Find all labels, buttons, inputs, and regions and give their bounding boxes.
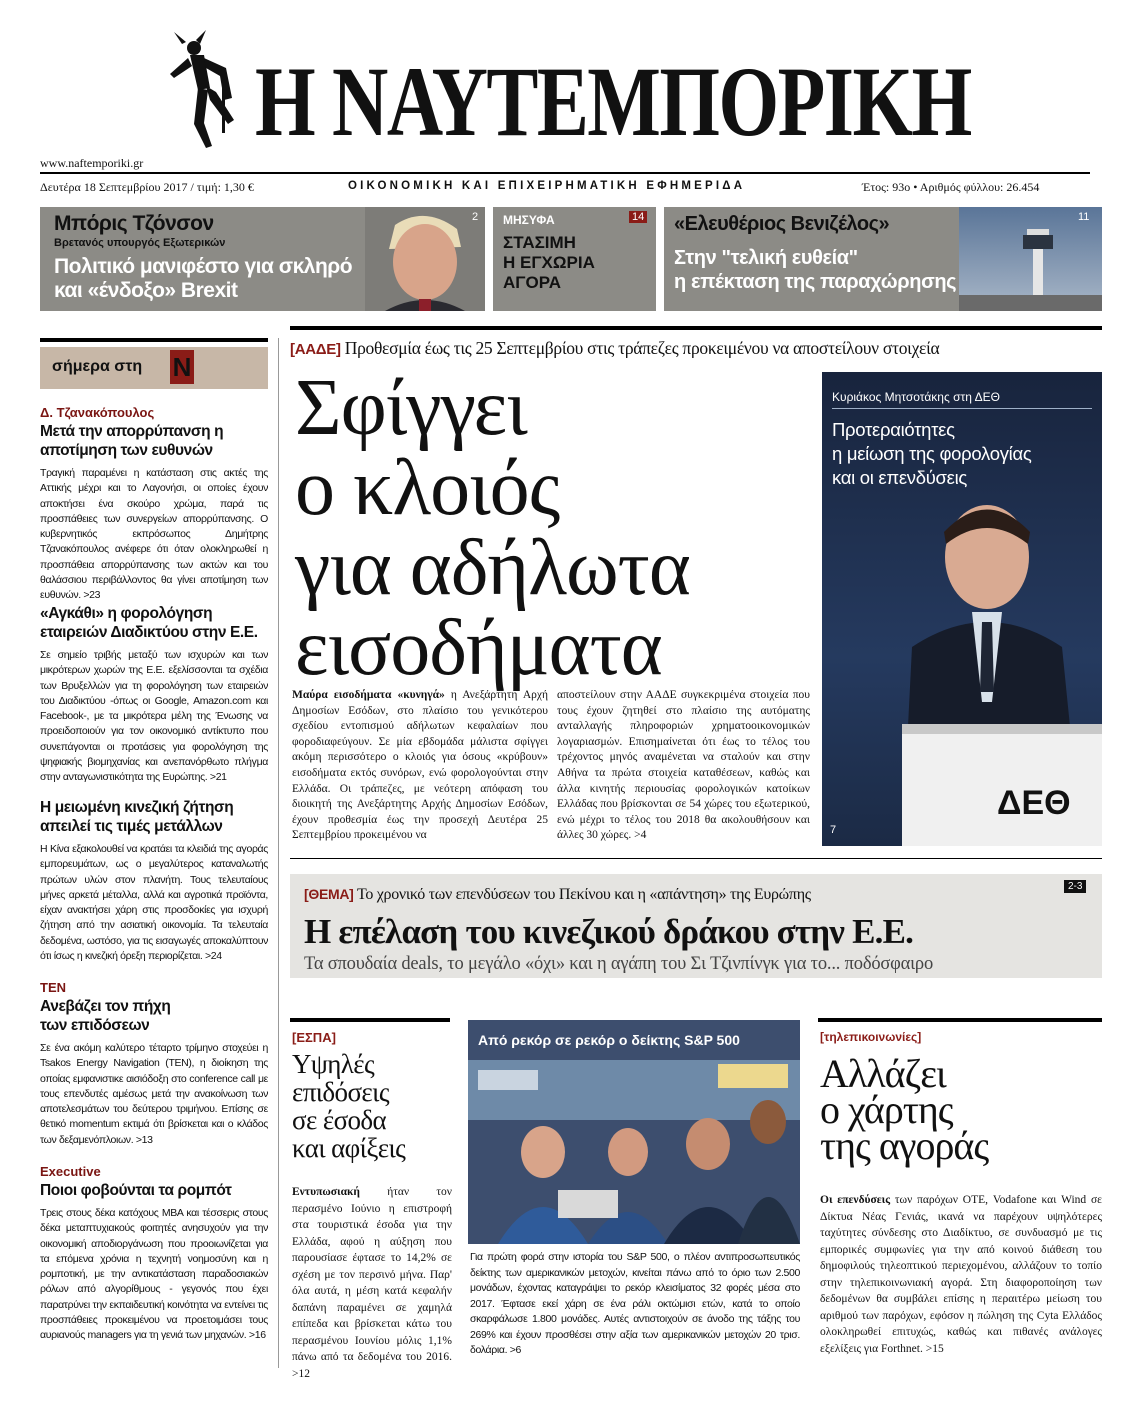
espa-headline-line: και αφίξεις [292,1133,406,1163]
lead-headline[interactable] [295,364,815,692]
espa-headline-line: Υψηλές [292,1049,375,1079]
thema-pages[interactable]: 2-3 [1064,880,1086,893]
telecom-tag: [τηλεπικοινωνίες] [820,1030,922,1044]
lead-kicker-text: Προθεσμία έως τις 25 Σεπτεμβρίου στις τράπεζες προκειμένου να αποστείλουν στοιχεία [344,338,940,358]
sidebar-kicker: TEN [40,980,66,995]
sidebar-item[interactable] [40,798,268,964]
teaser-venizelos-headline: Στην "τελική ευθεία" [674,247,858,269]
nyse-traders-photo [468,1020,800,1244]
sidebar-kicker: Executive [40,1164,101,1179]
espa-headline-line: σε έσοδα [292,1105,387,1135]
sidebar-body: Τρεις στους δέκα κατόχους MBA και τέσσερις στους δέκα μεταπτυχιακούς φοιτητές ανησυχούν για την οικονομική αποδιοργάνωση που προοιωνίζεται για τα επόμενα χρόνια η τεχνητή νοημοσύνη και η ρομποτική, με την αντικατάσταση παραδοσιακών ρόλων από αλγορίθμους - γεγονός που έχει παρατρύνει την εκπαιδευτική κοινότητα να εντείνει τις προσπάθειες προκειμένου να προετοιμάσει τους αυριανούς managers για τη γενιά των μηχανών. >16 [40,1207,268,1342]
sidebar-header-text: σήμερα στη [52,358,143,375]
lead-top-rule [290,326,1102,330]
teaser-misyfa-page[interactable] [629,211,647,223]
hermes-logo [160,28,240,153]
thema-box[interactable] [290,874,1102,978]
sidebar-body: Σε σημείο τριβής μεταξύ των ισχυρών και των μικρότερων χωρών της Ε.Ε. εξελίσσονται τα σχέδια των Βρυξελλών για τη φορολόγηση των εταιρειών του Διαδικτύου -όπως οι Google, Amazon.com και Facebook-, με τα μικρότερα μέλη της Ένωσης να προειδοποιούν για τον οικονομικό αντίκτυπο που συνεπάγονται οι προτάσεις για φορολόγηση της ψηφιακής βιομηχανίας και ανεπανόρθωτο πλήγμα στην ανταγωνιστικότητα της Ευρώπης. >21 [40,649,268,784]
thema-headline: Η επέλαση του κινεζικού δράκου στην Ε.Ε. [304,912,914,951]
sidebar-kicker: Δ. Τζανακόπουλος [40,405,155,420]
lead-kicker [290,338,1102,359]
lead-tag: [ΑΑΔΕ] [290,341,341,358]
espa-top-rule [290,1018,450,1022]
sidebar-item[interactable] [40,980,268,1148]
espa-headline[interactable] [292,1050,405,1162]
espa-body [292,1184,452,1382]
website-url[interactable]: www.naftemporiki.gr [40,156,144,170]
lead-headline-line: ο κλοιός [295,444,560,532]
lead-body-lead: Μαύρα εισοδήματα «κυνηγά» [292,689,445,701]
column-divider [278,338,279,1368]
lead-body-col1 [292,688,548,844]
mitsotakis-headline-line: και οι επενδύσεις [832,467,968,488]
mitsotakis-headline-line: Προτεραιότητες [832,419,955,440]
espa-tag: [ΕΣΠΑ] [292,1030,336,1045]
mitsotakis-box[interactable] [822,372,1102,846]
teaser-boris-role: Βρετανός υπουργός Εξωτερικών [54,237,226,249]
date-price: Δευτέρα 18 Σεπτεμβρίου 2017 / τιμή: 1,30 € [40,180,254,194]
teaser-misyfa-line3: ΑΓΟΡΑ [503,273,562,292]
telecom-body [820,1192,1102,1357]
teaser-boris-headline: Πολιτικό μανιφέστο για σκληρό [54,255,353,278]
lead-body-text: η Ανεξάρτητη Αρχή Δημοσίων Εσόδων, στο πλαίσιο του γενικότερου σχεδίου εντοπισμού αδήλωτων κεφαλαίων που φοροδιαφεύγουν. Σε μία εβδομάδα μάλιστα σφίγγει ακόμη περισσότερο ο κλοιός για όσους «κρύβουν» εισοδήματα εκτός συνόρων, ενώ φορολογούνται στην Ελλάδα. Οι τράπεζες, με νεότερη απόφαση του διοικητή της Ανεξάρτητης Αρχής Δημοσίων Εσόδων, έχουν προθεσμία έως την προσεχή Δευτέρα 25 Σεπτεμβρίου προκειμένου να [292,689,548,842]
sidebar-top-rule [40,338,268,342]
thema-tag: [ΘΕΜΑ] [304,886,354,902]
teaser-boris-headline-2: και «ένδοξο» Brexit [54,279,238,302]
sp500-headline: Από ρεκόρ σε ρεκόρ ο δείκτης S&P 500 [478,1032,740,1048]
tagline: ΟΙΚΟΝΟΜΙΚΗ ΚΑΙ ΕΠΙΧΕΙΡΗΜΑΤΙΚΗ ΕΦΗΜΕΡΙΔΑ [348,180,746,192]
sidebar-body: Η Κίνα εξακολουθεί να κρατάει τα κλειδιά της αγοράς εμπορευμάτων, ως ο μεγαλύτερος καταναλωτής πρώτων υλών στον πλανήτη. Τους τελευταίους μήνες αρκετά μέταλλα, αλλά και αγροτικά προϊόντα, είχαν ανακτήσει χάρη στις προσδοκίες για ισχυρή ζήτηση από την ασιατική οικονομία. Τα τελευταία δεδομένα, ωστόσο, για τις εισαγωγές αποκαλύπτουν ότι ίσως η κινεζική όρεξη περιορίζεται. >24 [40,843,268,963]
teaser-venizelos-page[interactable]: 11 [1078,211,1090,223]
lead-headline-line: για αδήλωτα [295,524,690,612]
telecom-top-rule [818,1018,1102,1022]
telecom-body-lead: Οι επενδύσεις [820,1194,891,1206]
telecom-headline-line: Αλλάζει [820,1051,946,1096]
espa-body-lead: Εντυπωσιακή [292,1186,360,1198]
lead-headline-line: Σφίγγει [295,364,527,452]
telecom-headline-line: ο χάρτης [820,1087,953,1132]
sidebar-header-letter: Ν [170,350,194,384]
telecom-headline-line: της αγοράς [820,1123,989,1168]
sidebar-item[interactable] [40,1164,268,1344]
teaser-boris-page[interactable]: 2 [472,211,479,223]
teaser-misyfa-line2: Η ΕΓΧΩΡΙΑ [503,253,595,272]
sp500-caption: Για πρώτη φορά στην ιστορία του S&P 500, ο πλέον αντιπροσωπευτικός δείκτης των αμερικανικών μετοχών, κινείται πάνω από το όριο των 2.500 μονάδων, έχοντας καταγράψει το ρεκόρ κλεισίματος 32 φορές μέσα στο 2017. Έφτασε εκεί χάρη σε ένα ράλι οκτώμισι ετών, κατά το οποίο σκαρφάλωσε 1.800 μονάδες. Αυτές αντιστοιχούν σε άνοδο της τάξης του 269% και έχουν προσθέσει στην αξία των αμερικανικών μετοχών 20 τρισ. δολάρια. >6 [470,1251,800,1356]
teaser-venizelos-name: «Ελευθέριος Βενιζέλος» [674,213,890,235]
lead-bottom-rule [290,858,1102,859]
sidebar-item[interactable] [40,604,268,786]
teaser-venizelos-headline-2: η επέκταση της παραχώρησης [674,271,957,293]
sidebar-headline[interactable]: Μετά την απορρύπανση η αποτίμηση των ευθυνών [40,423,224,459]
teaser-boris[interactable] [40,207,485,311]
teaser-misyfa-label: ΜΗΣΥΦΑ [503,213,555,227]
issue-info: Έτος: 93ο • Αριθμός φύλλου: 26.454 [862,180,1040,194]
boris-photo [365,207,485,311]
espa-headline-line: επιδόσεις [292,1077,389,1107]
sidebar-headline[interactable]: Ανεβάζει τον πήχη των επιδόσεων [40,998,171,1034]
thema-kicker-text: Το χρονικό των επενδύσεων του Πεκίνου και η «απάντηση» της Ευρώπης [356,886,811,903]
mitsotakis-page[interactable]: 7 [830,824,837,836]
teaser-venizelos[interactable] [664,207,1102,311]
sidebar-headline[interactable]: «Αγκάθι» η φορολόγηση εταιρειών Διαδικτύου στην Ε.Ε. [40,605,258,641]
sidebar-item[interactable] [40,405,268,604]
deth-sign: ΔΕΘ [997,784,1071,822]
teaser-misyfa-line1: ΣΤΑΣΙΜΗ [503,233,576,252]
masthead-title: Η ΝΑΥΤΕΜΠΟΡΙΚΗ [255,46,971,157]
mitsotakis-rule [832,408,1092,409]
sidebar-body: Τραγική παραμένει η κατάσταση στις ακτές της Αττικής μέχρι και το Λαγονήσι, οι οποίες έχουν αποκτήσει ένα σκούρο χρώμα, παρά τις προσπάθειες των συνεργείων απορρύπανσης. Ο κυβερνητικός εκπρόσωπος Δημήτρης Τζανακόπουλος ανέφερε ότι όταν ολοκληρωθεί η προσπάθεια απορρύπανσης των ακτών και του θαλάσσιου περιβάλλοντος θα γίνει αποτίμηση των ευθυνών. >23 [40,467,268,602]
telecom-body-text: των παρόχων ΟΤΕ, Vodafone και Wind σε Δίκτυα Νέας Γενιάς, ικανά να παρέχουν υψηλότερες ταχύτητες σύνδεσης στο Διαδίκτυο, σε συνδυασμό με τις εμπορικές συμφωνίες για την από κοινού διάθεση του δημοφιλούς τηλεοπτικού περιεχομένου, αλλάζουν το τοπίο στην τηλεπικοινωνιακή αγορά. Στη διαφοροποίηση των δεδομένων θα συμβάλει επίσης η περαιτέρω μείωση του αριθμού των παρόχων, εφόσον η πώληση της Cyta Ελλάδος ολοκληρωθεί επιτυχώς, καθώς και πιθανές ανάλογες εξελίξεις για Forthnet. >15 [820,1194,1102,1355]
espa-body-text: ήταν τον περασμένο Ιούνιο η επιστροφή στα τουριστικά έσοδα για την Ελλάδα, αφού η αύξηση που παρουσίασε έφτασε το 14,2% σε σχέση με τον περσινό μήνα. Παρ' όλα αυτά, η μέση κατά κεφαλήν δαπάνη παραμένει σε χαμηλά επίπεδα και βρίσκεται κάτω του περασμένου Ιουνίου μόλις 1,1% πάνω από τα δεδομένα του 2016. >12 [292,1186,452,1380]
lead-headline-line: εισοδήματα [295,604,662,692]
sp500-photo-box[interactable] [468,1020,800,1244]
teaser-misyfa-page-num: 14 [632,211,645,223]
mitsotakis-headline-line: η μείωση της φορολογίας [832,443,1032,464]
telecom-headline[interactable] [820,1051,989,1168]
masthead-rule [40,172,1090,174]
thema-subhead: Τα σπουδαία deals, το μεγάλο «όχι» και η αγάπη του Σι Τζινπίνγκ για το... ποδόσφαιρο [304,954,933,974]
sidebar-headline[interactable]: Η μειωμένη κινεζική ζήτηση απειλεί τις τιμές μετάλλων [40,799,234,835]
mitsotakis-headline [832,418,1031,490]
sidebar-headline[interactable]: Ποιοι φοβούνται τα ρομπότ [40,1182,232,1199]
teaser-misyfa[interactable] [493,207,656,311]
teaser-boris-name: Μπόρις Τζόνσον [54,212,214,235]
sidebar-body: Σε ένα ακόμη καλύτερο τέταρτο τρίμηνο στοχεύει η Tsakos Energy Navigation (TEN), η διοίκηση της οποίας εμφανιστικε αισιόδοξη στο conference call με τους επενδυτές αμέσως μετά την ανακοίνωση των αποτελεσμάτων του δεύτερου τριμήνου. Επίσης σε θετικό momentum εκτιμά ότι βρίσκεται και ο κλάδος των δεξαμενόπλοιων. >13 [40,1042,268,1146]
lead-body-col2: αποστείλουν στην ΑΑΔΕ συγκεκριμένα στοιχεία που τους έχουν ζητηθεί στο πλαίσιο της αυτόματης ανταλλαγής πληροφοριών χρηματοοικονομικών λογαριασμών. Επισημαίνεται ότι έως το τέλος του τρέχοντος μηνός αναμένεται να σταλούν και στην Αθήνα τα πρώτα στοιχεία καταθέσεων, καθώς και άλλα κινητής περιουσίας φορολογικών κατοίκων Ελλάδας που βρίσκονται σε 54 χώρες του εξωτερικού, ενώ μέχρι το τέλος του 2018 θα ακολουθήσουν και άλλες 30 χώρες. >4 [557,689,810,842]
sidebar-header [40,347,268,389]
mitsotakis-kicker: Κυριάκος Μητσοτάκης στη ΔΕΘ [832,390,1000,404]
thema-kicker [304,886,811,904]
